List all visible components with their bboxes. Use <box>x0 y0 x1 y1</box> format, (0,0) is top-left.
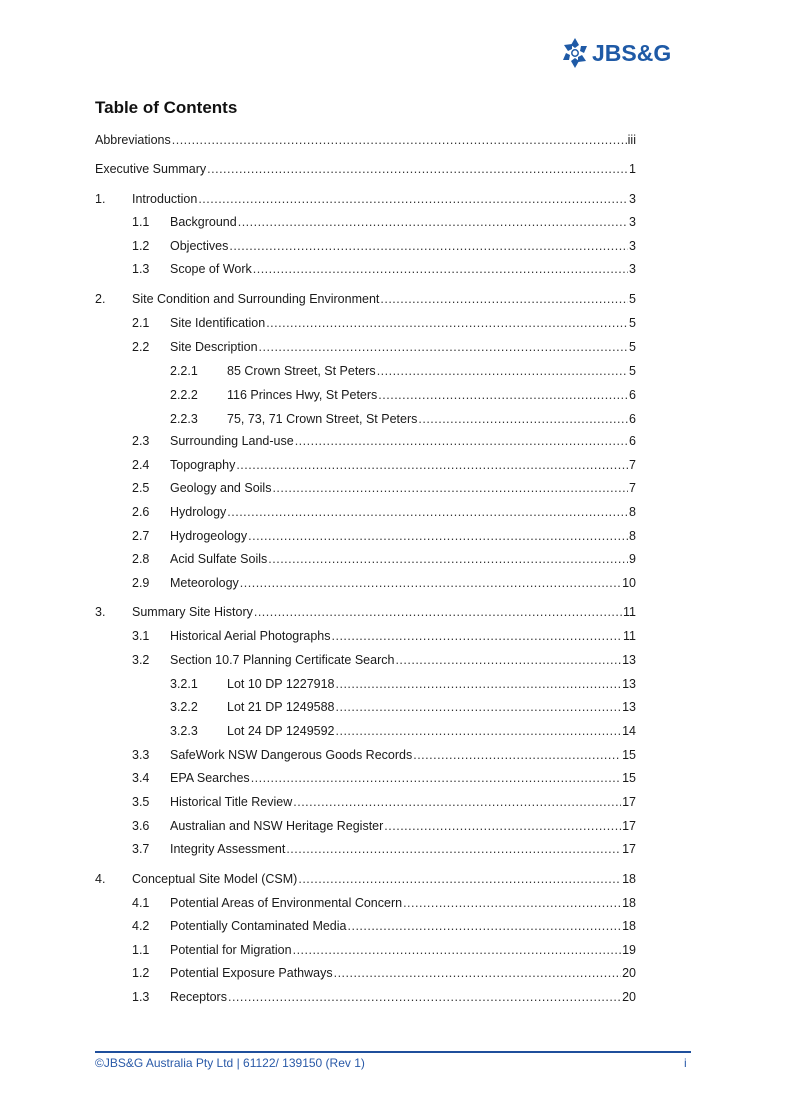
toc-entry[interactable] <box>0 871 785 888</box>
toc-entry[interactable] <box>0 652 785 669</box>
toc-entry[interactable] <box>0 191 785 208</box>
toc-entry-page: 17 <box>622 819 636 833</box>
toc-entry-title: Potential Exposure Pathways <box>170 966 333 980</box>
toc-entry-number: 3.6 <box>132 819 150 833</box>
toc-dot-leader <box>380 291 628 308</box>
toc-entry-title: Acid Sulfate Soils <box>170 552 268 566</box>
toc-entry-title: Historical Aerial Photographs <box>170 629 331 643</box>
toc-entry-title: SafeWork NSW Dangerous Goods Records <box>170 748 413 762</box>
toc-entry-page: 7 <box>629 458 636 472</box>
toc-entry-title: Australian and NSW Heritage Register <box>170 819 384 833</box>
toc-entry-title: Summary Site History <box>132 605 253 619</box>
toc-entry-page: 15 <box>622 771 636 785</box>
toc-entry-title: Introduction <box>132 192 198 206</box>
toc-dot-leader <box>395 652 621 669</box>
toc-entry-page: 13 <box>622 653 636 667</box>
toc-entry-page: 14 <box>622 724 636 738</box>
toc-entry-title: Section 10.7 Planning Certificate Search <box>170 653 395 667</box>
toc-entry[interactable] <box>0 676 785 693</box>
toc-dot-leader <box>229 238 628 255</box>
toc-entry-number: 2.8 <box>132 552 150 566</box>
toc-entry-number: 3.1 <box>132 629 150 643</box>
toc-dot-leader <box>259 339 629 356</box>
toc-entry-number: 2.7 <box>132 529 150 543</box>
toc-entry[interactable] <box>0 504 785 521</box>
toc-dot-leader <box>198 191 628 208</box>
toc-entry[interactable] <box>0 723 785 740</box>
toc-dot-leader <box>240 575 621 592</box>
toc-entry-number: 3.4 <box>132 771 150 785</box>
toc-entry-page: 5 <box>629 316 636 330</box>
toc-entry[interactable] <box>0 363 785 380</box>
toc-entry-page: 3 <box>629 262 636 276</box>
toc-dot-leader <box>295 433 628 450</box>
toc-entry-title: Surrounding Land-use <box>170 434 294 448</box>
toc-entry-page: 13 <box>622 700 636 714</box>
toc-entry-title: Lot 24 DP 1249592 <box>227 724 335 738</box>
toc-dot-leader <box>236 457 628 474</box>
toc-entry-title: 85 Crown Street, St Peters <box>227 364 376 378</box>
toc-entry-number: 3.5 <box>132 795 150 809</box>
toc-entry-number: 1. <box>95 192 106 206</box>
toc-dot-leader <box>336 699 622 716</box>
toc-entry[interactable] <box>0 315 785 332</box>
toc-entry-title: EPA Searches <box>170 771 250 785</box>
toc-entry[interactable] <box>0 387 785 404</box>
toc-dot-leader <box>336 723 622 740</box>
toc-entry-page: 1 <box>629 162 636 176</box>
toc-entry-title: Site Identification <box>170 316 266 330</box>
toc-entry[interactable] <box>0 818 785 835</box>
toc-entry-title: Meteorology <box>170 576 239 590</box>
toc-entry-number: 2.3 <box>132 434 150 448</box>
toc-entry-title: 75, 73, 71 Crown Street, St Peters <box>227 412 418 426</box>
toc-entry[interactable] <box>0 457 785 474</box>
toc-entry-title: Potentially Contaminated Media <box>170 919 347 933</box>
toc-dot-leader <box>298 871 621 888</box>
toc-entry-title: Executive Summary <box>95 162 207 176</box>
toc-entry[interactable] <box>0 528 785 545</box>
toc-entry-page: 15 <box>622 748 636 762</box>
toc-entry-title: Geology and Soils <box>170 481 272 495</box>
toc-entry-number: 2.2.2 <box>170 388 198 402</box>
toc-entry-number: 4.2 <box>132 919 150 933</box>
toc-entry-title: Hydrogeology <box>170 529 248 543</box>
toc-dot-leader <box>268 551 628 568</box>
toc-dot-leader <box>272 480 628 497</box>
toc-entry-title: Scope of Work <box>170 262 252 276</box>
toc-entry-page: 3 <box>629 192 636 206</box>
toc-entry-title: Integrity Assessment <box>170 842 286 856</box>
toc-entry-page: 11 <box>623 629 636 643</box>
toc-entry-number: 1.2 <box>132 966 150 980</box>
toc-dot-leader <box>336 676 622 693</box>
toc-entry-page: 6 <box>629 434 636 448</box>
toc-entry-number: 1.2 <box>132 239 150 253</box>
toc-entry-page: 8 <box>629 505 636 519</box>
toc-dot-leader <box>238 214 628 231</box>
toc-entry-number: 2.6 <box>132 505 150 519</box>
toc-entry-page: 11 <box>623 605 636 619</box>
toc-entry[interactable] <box>0 604 785 621</box>
toc-entry-number: 2.2 <box>132 340 150 354</box>
toc-entry[interactable] <box>0 942 785 959</box>
toc-entry-page: 19 <box>622 943 636 957</box>
toc-entry-number: 1.1 <box>132 215 150 229</box>
toc-entry-page: 6 <box>629 412 636 426</box>
toc-entry-page: 17 <box>622 795 636 809</box>
toc-dot-leader <box>253 261 628 278</box>
toc-entry-page: 5 <box>629 292 636 306</box>
toc-entry[interactable] <box>0 238 785 255</box>
toc-entry-number: 2. <box>95 292 106 306</box>
toc-dot-leader <box>334 965 622 982</box>
footer-copyright: ©JBS&G Australia Pty Ltd | 61122/ 139150 (Rev 1) <box>95 1056 365 1070</box>
toc-dot-leader <box>228 989 621 1006</box>
toc-dot-leader <box>413 747 621 764</box>
toc-entry-number: 2.5 <box>132 481 150 495</box>
toc-entry-page: 3 <box>629 239 636 253</box>
toc-entry-number: 2.4 <box>132 458 150 472</box>
toc-entry-page: 13 <box>622 677 636 691</box>
toc-entry-title: Objectives <box>170 239 229 253</box>
toc-entry-page: 20 <box>622 990 636 1004</box>
toc-entry[interactable] <box>0 965 785 982</box>
toc-entry-page: 18 <box>622 896 636 910</box>
footer-page-number: i <box>684 1056 687 1070</box>
toc-entry-number: 2.9 <box>132 576 150 590</box>
toc-entry-title: Potential for Migration <box>170 943 292 957</box>
toc-entry-page: 10 <box>622 576 636 590</box>
toc-entry-page: 3 <box>629 215 636 229</box>
toc-entry-page: 5 <box>629 340 636 354</box>
toc-dot-leader <box>293 942 622 959</box>
toc-entry-page: 7 <box>629 481 636 495</box>
toc-entry-number: 3.7 <box>132 842 150 856</box>
toc-entry-title: Conceptual Site Model (CSM) <box>132 872 298 886</box>
toc-dot-leader <box>403 895 621 912</box>
toc-entry-title: Receptors <box>170 990 227 1004</box>
toc-entry[interactable] <box>0 895 785 912</box>
toc-entry-page: 5 <box>629 364 636 378</box>
toc-entry-number: 2.2.3 <box>170 412 198 426</box>
toc-dot-leader <box>378 387 628 404</box>
toc-entry[interactable] <box>0 551 785 568</box>
toc-entry[interactable] <box>0 161 785 178</box>
toc-entry-number: 3.2 <box>132 653 150 667</box>
toc-entry[interactable] <box>0 433 785 450</box>
toc-entry-page: 6 <box>629 388 636 402</box>
toc-entry-number: 3. <box>95 605 106 619</box>
toc-dot-leader <box>348 918 622 935</box>
toc-entry[interactable] <box>0 628 785 645</box>
page-title: Table of Contents <box>95 98 238 117</box>
toc-dot-leader <box>251 770 621 787</box>
toc-dot-leader <box>266 315 628 332</box>
toc-entry-number: 3.3 <box>132 748 150 762</box>
toc-entry-page: 9 <box>629 552 636 566</box>
toc-dot-leader <box>248 528 628 545</box>
toc-entry-title: Lot 21 DP 1249588 <box>227 700 335 714</box>
toc-dot-leader <box>286 841 621 858</box>
toc-entry[interactable] <box>0 699 785 716</box>
toc-entry-number: 1.3 <box>132 990 150 1004</box>
toc-dot-leader <box>172 132 627 149</box>
toc-entry[interactable] <box>0 747 785 764</box>
toc-entry-number: 1.3 <box>132 262 150 276</box>
toc-entry-title: Historical Title Review <box>170 795 293 809</box>
toc-entry[interactable] <box>0 339 785 356</box>
footer-rule <box>95 1051 691 1053</box>
toc-dot-leader <box>207 161 628 178</box>
toc-dot-leader <box>254 604 622 621</box>
toc-entry-number: 1.1 <box>132 943 150 957</box>
toc-entry-page: 8 <box>629 529 636 543</box>
toc-dot-leader <box>377 363 628 380</box>
toc-entry[interactable] <box>0 214 785 231</box>
toc-entry-title: Background <box>170 215 237 229</box>
toc-entry[interactable] <box>0 989 785 1006</box>
toc-entry[interactable] <box>0 261 785 278</box>
toc-entry[interactable] <box>0 291 785 308</box>
toc-entry-page: 20 <box>622 966 636 980</box>
toc-entry-title: Lot 10 DP 1227918 <box>227 677 335 691</box>
toc-entry-title: Potential Areas of Environmental Concern <box>170 896 403 910</box>
toc-entry[interactable] <box>0 770 785 787</box>
toc-entry[interactable] <box>0 841 785 858</box>
toc-entry-title: Site Condition and Surrounding Environment <box>132 292 380 306</box>
toc-entry-number: 3.2.1 <box>170 677 198 691</box>
toc-entry-title: 116 Princes Hwy, St Peters <box>227 388 378 402</box>
toc-entry-page: 17 <box>622 842 636 856</box>
toc-entry[interactable] <box>0 411 785 428</box>
toc-entry-number: 3.2.3 <box>170 724 198 738</box>
toc-entry-number: 3.2.2 <box>170 700 198 714</box>
toc-entry-number: 4. <box>95 872 106 886</box>
logo-text: JBS&G <box>592 39 672 66</box>
toc-entry-title: Topography <box>170 458 236 472</box>
toc-entry-number: 2.1 <box>132 316 150 330</box>
toc-entry[interactable] <box>0 794 785 811</box>
toc-entry-number: 4.1 <box>132 896 150 910</box>
toc-dot-leader <box>418 411 628 428</box>
toc-entry[interactable] <box>0 575 785 592</box>
toc-dot-leader <box>227 504 628 521</box>
toc-entry-title: Hydrology <box>170 505 227 519</box>
toc-entry[interactable] <box>0 918 785 935</box>
toc-dot-leader <box>384 818 621 835</box>
toc-entry-page: iii <box>627 133 636 147</box>
toc-entry[interactable] <box>0 132 785 149</box>
toc-dot-leader <box>332 628 623 645</box>
toc-entry[interactable] <box>0 480 785 497</box>
toc-entry-title: Abbreviations <box>95 133 171 147</box>
toc-entry-page: 18 <box>622 919 636 933</box>
toc-entry-page: 18 <box>622 872 636 886</box>
toc-entry-title: Site Description <box>170 340 258 354</box>
toc-entry-number: 2.2.1 <box>170 364 198 378</box>
toc-dot-leader <box>293 794 621 811</box>
